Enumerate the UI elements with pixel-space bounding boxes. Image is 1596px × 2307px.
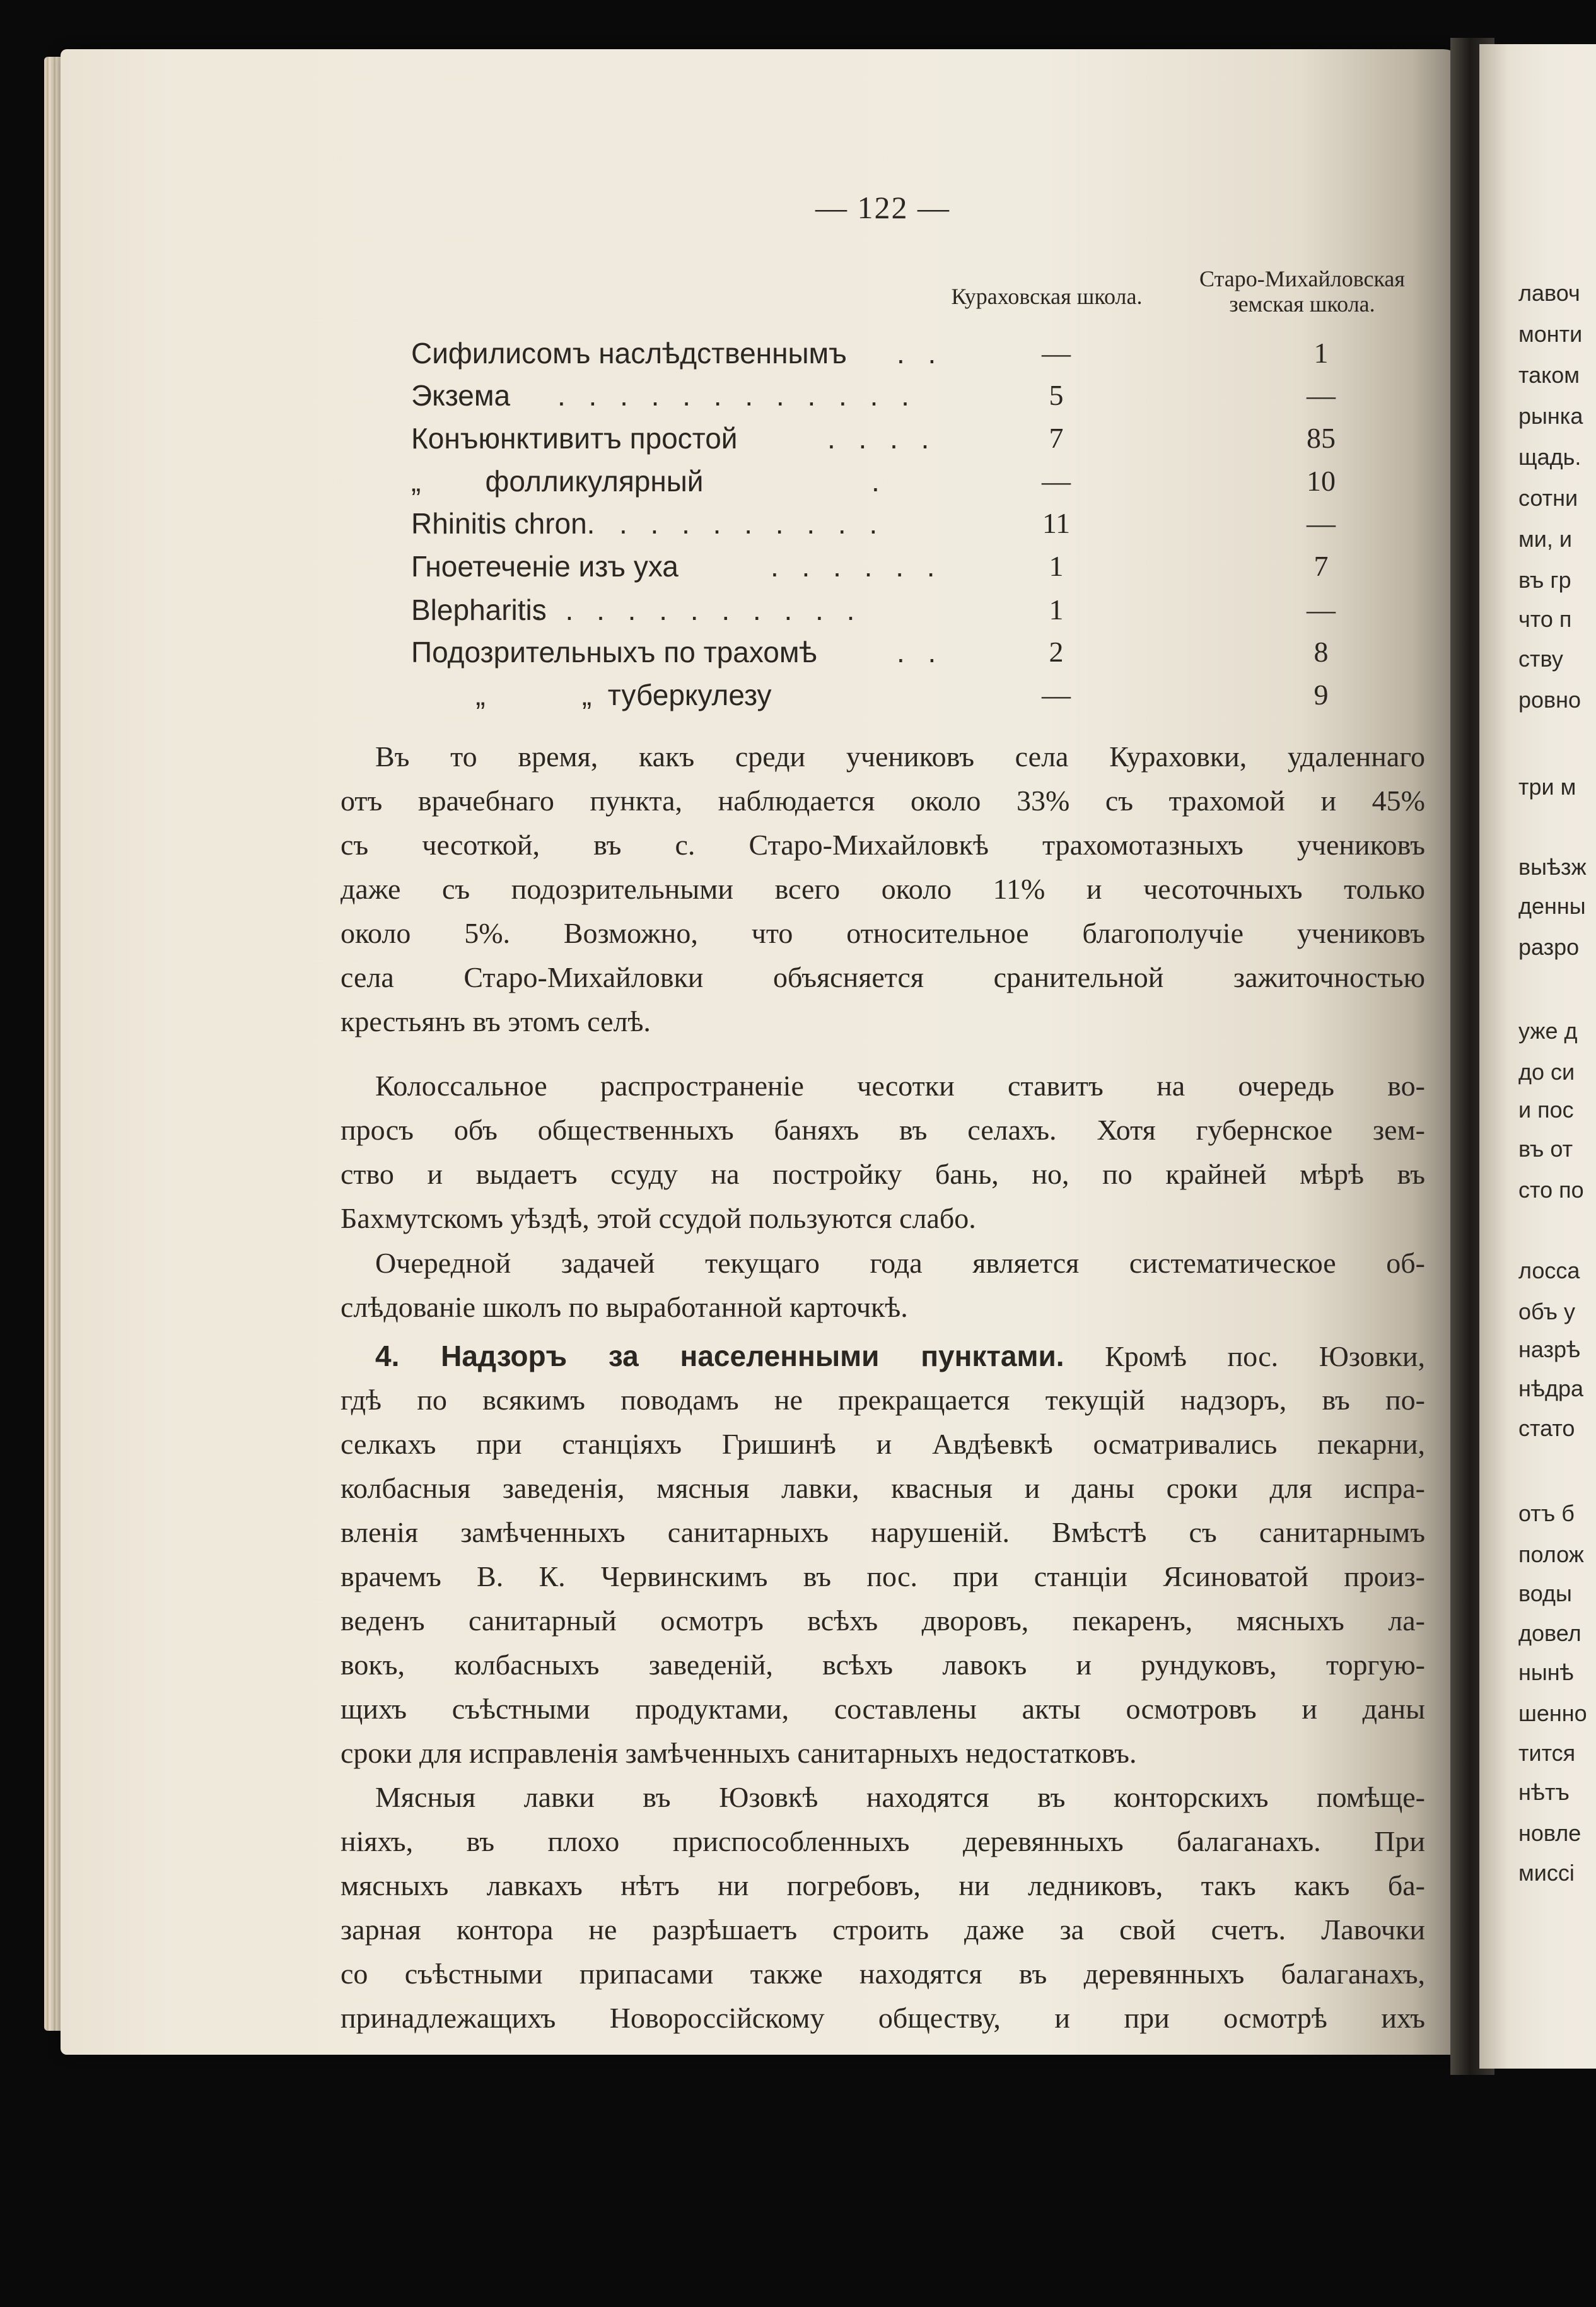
right-page-text-fragment: что п: [1518, 606, 1572, 632]
text-line: даже съ подозрительными всего около 11% и чесоточныхъ только: [341, 873, 1425, 905]
row-label: Сифилисомъ наслѣдственнымъ: [411, 337, 847, 370]
value-kurakhovka: 11: [1042, 507, 1071, 539]
text-line: около 5%. Возможно, что относительное благополучіе учениковъ: [341, 917, 1425, 949]
right-page-text-fragment: шенно: [1518, 1700, 1587, 1726]
text-line: ство и выдаетъ ссуду на постройку бань, но, по крайней мѣрѣ въ: [341, 1158, 1425, 1190]
row-label: Экзема: [411, 379, 511, 412]
text-line: отъ врачебнаго пункта, наблюдается около 33% съ трахомой и 45%: [341, 785, 1425, 817]
paragraph: [341, 1241, 1425, 1329]
text-line: врачемъ В. К. Червинскимъ въ пос. при станціи Ясиноватой произ-: [341, 1560, 1425, 1592]
right-page-text-fragment: объ у: [1518, 1299, 1575, 1324]
text-line: зарная контора не разрѣшаетъ строить даже за свой счетъ. Лавочки: [341, 1913, 1425, 1946]
value-staro-mikhaylovka: —: [1307, 593, 1336, 626]
table-row: [378, 377, 1425, 418]
right-page-text-fragment: монти: [1518, 321, 1583, 347]
row-label: Blepharitis: [411, 593, 547, 626]
value-staro-mikhaylovka: 7: [1313, 550, 1329, 582]
right-page-text-fragment: нынѣ: [1518, 1659, 1574, 1685]
row-label: Конъюнктивитъ простой: [411, 422, 738, 455]
text-line: Очередной задачей текущаго года является систематическое об-: [375, 1247, 1425, 1279]
text-run: Кромѣ пос. Юзовки,: [1105, 1340, 1425, 1372]
table-row: [378, 676, 1425, 718]
table-row: [378, 547, 1425, 589]
text-line: сроки для исправленія замѣченныхъ санитарныхъ недостатковъ.: [341, 1737, 1137, 1769]
value-staro-mikhaylovka: —: [1307, 379, 1336, 411]
row-label: „ „ туберкулезу: [411, 679, 772, 711]
text-line: [341, 1334, 1425, 1378]
row-label: Подозрительныхъ по трахомѣ: [411, 636, 817, 669]
text-line: села Старо-Михайловки объясняется сранительной зажиточностью: [341, 961, 1425, 993]
header-line: Старо-Михайловская: [1199, 266, 1405, 291]
row-label: Rhinitis chron.: [411, 507, 595, 540]
table-row: [378, 419, 1425, 461]
value-kurakhovka: —: [1042, 465, 1071, 497]
right-page-text-fragment: полож: [1518, 1541, 1584, 1567]
text-line: Мясныя лавки въ Юзовкѣ находятся въ конторскихъ помѣще-: [375, 1781, 1425, 1813]
text-line: со съѣстными припасами также находятся въ деревянныхъ балаганахъ,: [341, 1958, 1425, 1990]
right-page-text-fragment: три м: [1518, 774, 1576, 800]
paragraph: [341, 1334, 1425, 1775]
right-page-text-fragment: довел: [1518, 1620, 1581, 1646]
table-row: [378, 334, 1425, 376]
table-header-staro-mikhaylovka: [1176, 266, 1428, 317]
row-leader-dots: . . . . . . . . .: [619, 507, 885, 540]
right-page-text-fragment: денны: [1518, 893, 1586, 919]
text-line: Бахмутскомъ уѣздѣ, этой ссудой пользуются слабо.: [341, 1202, 976, 1234]
right-page-text-fragment: ству: [1518, 646, 1563, 672]
paragraph: [341, 1775, 1425, 2040]
value-kurakhovka: —: [1042, 337, 1071, 369]
right-page-text-fragment: стато: [1518, 1415, 1575, 1441]
paragraph: [341, 1064, 1425, 1241]
right-page-text-fragment: нѣдра: [1518, 1375, 1583, 1401]
text-line: просъ объ общественныхъ баняхъ въ селахъ. Хотя губернское зем-: [341, 1114, 1425, 1146]
right-page-text-fragment: таком: [1518, 362, 1580, 388]
text-line: принадлежащихъ Новороссійскому обществу, и при осмотрѣ ихъ: [341, 2002, 1425, 2034]
value-kurakhovka: 5: [1049, 379, 1064, 411]
text-line: колбасныя заведенія, мясныя лавки, квасныя и даны сроки для испра-: [341, 1472, 1425, 1504]
right-page-text-fragment: и пос: [1518, 1097, 1574, 1123]
text-line: Въ то время, какъ среди учениковъ села Кураховки, удаленнаго: [375, 740, 1425, 773]
right-page-text-fragment: въ гр: [1518, 567, 1571, 593]
value-staro-mikhaylovka: 1: [1313, 337, 1329, 369]
text-line: вленія замѣченныхъ санитарныхъ нарушеній. Вмѣстѣ съ санитарнымъ: [341, 1516, 1425, 1548]
table-row: [378, 462, 1425, 504]
value-staro-mikhaylovka: —: [1307, 507, 1336, 539]
text-line: слѣдованіе школъ по выработанной карточкѣ.: [341, 1291, 908, 1323]
text-line: крестьянъ въ этомъ селѣ.: [341, 1005, 651, 1037]
row-leader-dots: .: [871, 465, 887, 498]
value-kurakhovka: 1: [1049, 550, 1064, 582]
text-line: веденъ санитарный осмотръ всѣхъ дворовъ, пекаренъ, мясныхъ ла-: [341, 1604, 1425, 1637]
header-line: земская школа.: [1229, 291, 1375, 317]
text-line: щихъ съѣстными продуктами, составлены акты осмотровъ и даны: [341, 1693, 1425, 1725]
table-row: [378, 505, 1425, 546]
text-line: вокъ, колбасныхъ заведеній, всѣхъ лавокъ и рундуковъ, торгую-: [341, 1649, 1425, 1681]
right-page-text-fragment: ровно: [1518, 687, 1581, 713]
right-page-text-fragment: сто по: [1518, 1177, 1584, 1203]
text-line: съ чесоткой, въ с. Старо-Михайловкѣ трахомотазныхъ учениковъ: [341, 829, 1425, 861]
value-kurakhovka: —: [1042, 679, 1071, 711]
value-kurakhovka: 1: [1049, 593, 1064, 626]
right-page-text-fragment: щадь.: [1518, 444, 1581, 470]
row-leader-dots: . . . . . . . . . . .: [534, 593, 863, 626]
right-page-text-fragment: отъ б: [1518, 1500, 1575, 1526]
value-kurakhovka: 2: [1049, 636, 1064, 668]
right-page-text-fragment: до си: [1518, 1059, 1575, 1085]
right-page-text-fragment: сотни: [1518, 485, 1578, 511]
row-leader-dots: . . . .: [827, 422, 937, 455]
right-page-text-fragment: разро: [1518, 934, 1580, 960]
section-heading: 4. Надзоръ за населенными пунктами.: [375, 1340, 1064, 1372]
value-kurakhovka: 7: [1049, 422, 1064, 454]
right-page: [1479, 44, 1596, 2069]
value-staro-mikhaylovka: 10: [1307, 465, 1336, 497]
table-row: [378, 633, 1425, 675]
right-page-text-fragment: уже д: [1518, 1018, 1578, 1044]
right-page-text-fragment: новле: [1518, 1820, 1581, 1846]
row-leader-dots: . .: [897, 337, 944, 370]
right-page-text-fragment: лосса: [1518, 1258, 1580, 1283]
value-staro-mikhaylovka: 8: [1313, 636, 1329, 668]
table-row: [378, 591, 1425, 633]
right-page-text-fragment: лавоч: [1518, 280, 1580, 306]
right-page-text-fragment: рынка: [1518, 403, 1583, 429]
text-line: Колоссальное распространеніе чесотки ставитъ на очередь во-: [375, 1070, 1425, 1102]
text-line: селкахъ при станціяхъ Гришинѣ и Авдѣевкѣ осматривались пекарни,: [341, 1428, 1425, 1460]
right-page-text-fragment: воды: [1518, 1580, 1572, 1606]
row-leader-dots: . . . . . .: [771, 550, 943, 583]
text-line: ніяхъ, въ плохо приспособленныхъ деревянныхъ балаганахъ. При: [341, 1825, 1425, 1857]
row-label: „ фолликулярный: [411, 465, 704, 498]
text-line: гдѣ по всякимъ поводамъ не прекращается текущій надзоръ, въ по-: [341, 1384, 1425, 1416]
table-header-kurakhovka: Кураховская школа.: [951, 284, 1143, 309]
row-leader-dots: . . . . . . . . . . . .: [557, 379, 917, 412]
right-page-text-fragment: въ от: [1518, 1136, 1573, 1162]
right-page-text-fragment: назрѣ: [1518, 1336, 1581, 1362]
value-staro-mikhaylovka: 9: [1313, 679, 1329, 711]
paragraph: [341, 735, 1425, 1044]
right-page-text-fragment: миссі: [1518, 1860, 1575, 1886]
text-line: мясныхъ лавкахъ нѣтъ ни погребовъ, ни ледниковъ, такъ какъ ба-: [341, 1869, 1425, 1901]
right-page-text-fragment: нѣтъ: [1518, 1779, 1570, 1805]
right-page-text-fragment: выѣзж: [1518, 854, 1587, 880]
row-leader-dots: . .: [897, 636, 944, 669]
row-label: Гноетеченіе изъ уха: [411, 550, 679, 583]
page-number: — 122 —: [815, 190, 950, 225]
right-page-text-fragment: тится: [1518, 1740, 1576, 1766]
right-page-text-fragment: ми, и: [1518, 526, 1572, 552]
value-staro-mikhaylovka: 85: [1307, 422, 1336, 454]
